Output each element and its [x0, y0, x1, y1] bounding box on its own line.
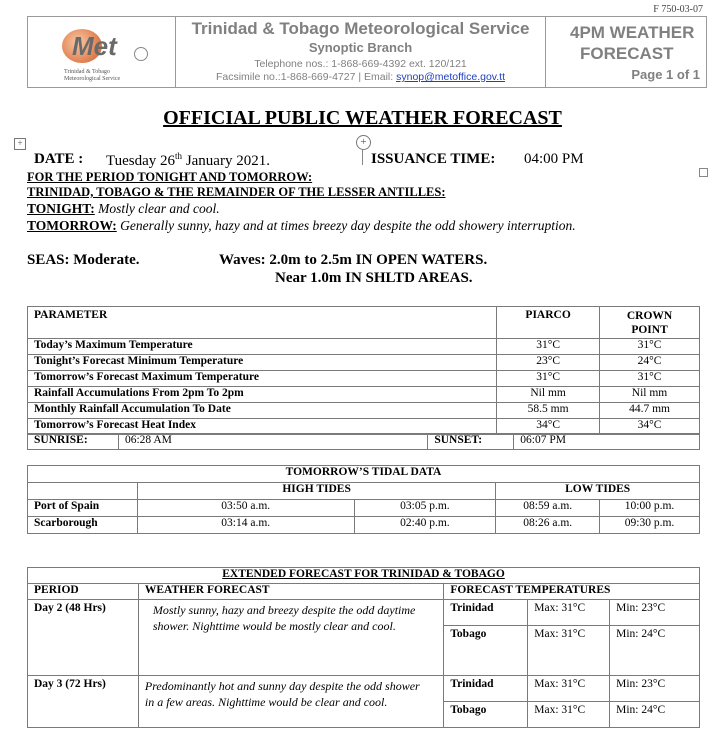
logo-cell: [28, 17, 176, 87]
tides-blank: [28, 483, 138, 500]
telephone: Telephone nos.: 1-868-669-4392 ext. 120/121: [254, 58, 467, 70]
table-row: Scarborough 03:14 a.m. 02:40 p.m. 08:26 a.m. 09:30 p.m.: [28, 517, 700, 534]
issuance-value: 04:00 PM: [524, 151, 584, 167]
table-move-handle-icon[interactable]: +: [14, 138, 26, 150]
insert-marker-icon[interactable]: +: [356, 135, 371, 150]
waves-sheltered: Near 1.0m IN SHLTD AREAS.: [275, 270, 473, 286]
table-row: Rainfall Accumulations From 2pm To 2pm Nil mm Nil mm: [28, 387, 700, 403]
organization-cell: [176, 17, 546, 87]
insert-marker-line: [362, 149, 363, 165]
col-piarco: PIARCO: [497, 307, 600, 339]
issuance-label: ISSUANCE TIME:: [371, 151, 496, 167]
page-title: OFFICIAL PUBLIC WEATHER FORECAST: [163, 107, 562, 129]
extended-title: EXTENDED FORECAST FOR TRINIDAD & TOBAGO: [28, 568, 700, 584]
resize-handle-icon[interactable]: [699, 168, 708, 177]
table-row: Tomorrow’s Forecast Heat Index 34°C 34°C: [28, 419, 700, 435]
col-forecast-temperatures: FORECAST TEMPERATURES: [444, 584, 700, 600]
date-value: Tuesday 26th January 2021.: [106, 151, 270, 169]
col-crown-point: CROWN POINT: [600, 307, 700, 339]
sunrise-label: SUNRISE:: [28, 434, 119, 450]
table-row: Day 3 (72 Hrs) Predominantly hot and sunny day despite the odd shower in a few areas. Nighttime would be clear and cool. Trinidad Max: 31°C Min: 23°C: [28, 676, 700, 702]
col-weather-forecast: WEATHER FORECAST: [138, 584, 443, 600]
parameters-table: [27, 306, 700, 435]
table-row: Today’s Maximum Temperature 31°C 31°C: [28, 339, 700, 355]
table-row: Day 2 (48 Hrs) Mostly sunny, hazy and breezy despite the odd daytime shower. Nighttime would be mostly clear and cool. Trinidad Max: 31°C Min: 23°C: [28, 600, 700, 626]
col-period: PERIOD: [28, 584, 139, 600]
table-row: Tobago Max: 31°C Min: 24°C: [28, 626, 700, 676]
table-row: Tomorrow’s Forecast Maximum Temperature 31°C 31°C: [28, 371, 700, 387]
sunset-value: 06:07 PM: [514, 434, 700, 450]
met-logo: Met: [72, 31, 117, 61]
logo-wind-icon: [134, 47, 148, 61]
sun-times-table: [27, 433, 700, 450]
tonight-forecast: TONIGHT: Mostly clear and cool.: [27, 201, 220, 216]
period-heading: FOR THE PERIOD TONIGHT AND TOMORROW:: [27, 170, 313, 184]
facsimile-line: Facsimile no.:1-868-669-4727 | Email: synop@metoffice.gov.tt: [215, 71, 506, 83]
table-row: Monthly Rainfall Accumulation To Date 58.5 mm 44.7 mm: [28, 403, 700, 419]
col-parameter: PARAMETER: [28, 307, 497, 339]
date-label: DATE :: [34, 151, 84, 167]
low-tides-header: LOW TIDES: [496, 483, 700, 500]
region-heading: TRINIDAD, TOBAGO & THE REMAINDER OF THE LESSER ANTILLES:: [27, 185, 446, 199]
sunset-label: SUNSET:: [428, 434, 514, 450]
tides-table: [27, 465, 700, 534]
table-row: Tobago Max: 31°C Min: 24°C: [28, 702, 700, 728]
sunrise-value: 06:28 AM: [118, 434, 427, 450]
table-row: Tonight’s Forecast Minimum Temperature 23°C 24°C: [28, 355, 700, 371]
organization-name: Trinidad & Tobago Meteorological Service: [191, 19, 530, 38]
extended-forecast-table: [27, 567, 700, 728]
branch-name: Synoptic Branch: [308, 40, 413, 55]
document-code: F 750-03-07: [653, 4, 703, 15]
high-tides-header: HIGH TIDES: [137, 483, 495, 500]
table-row: Port of Spain 03:50 a.m. 03:05 p.m. 08:59 a.m. 10:00 p.m.: [28, 500, 700, 517]
tides-title: TOMORROW’S TIDAL DATA: [28, 466, 700, 483]
email-link[interactable]: synop@metoffice.gov.tt: [396, 71, 506, 83]
waves-open: Waves: 2.0m to 2.5m IN OPEN WATERS.: [219, 252, 488, 268]
forecast-title-cell: [546, 17, 706, 87]
seas-state: SEAS: Moderate.: [27, 252, 140, 268]
forecast-title: 4PM WEATHER FORECAST: [570, 23, 695, 63]
logo-subtitle: Trinidad & Tobago Meteorological Service: [64, 69, 121, 82]
page-number: Page 1 of 1: [631, 67, 700, 82]
tomorrow-forecast: TOMORROW: Generally sunny, hazy and at times breezy day despite the odd showery interruption.: [27, 218, 576, 233]
letterhead: [27, 16, 707, 88]
